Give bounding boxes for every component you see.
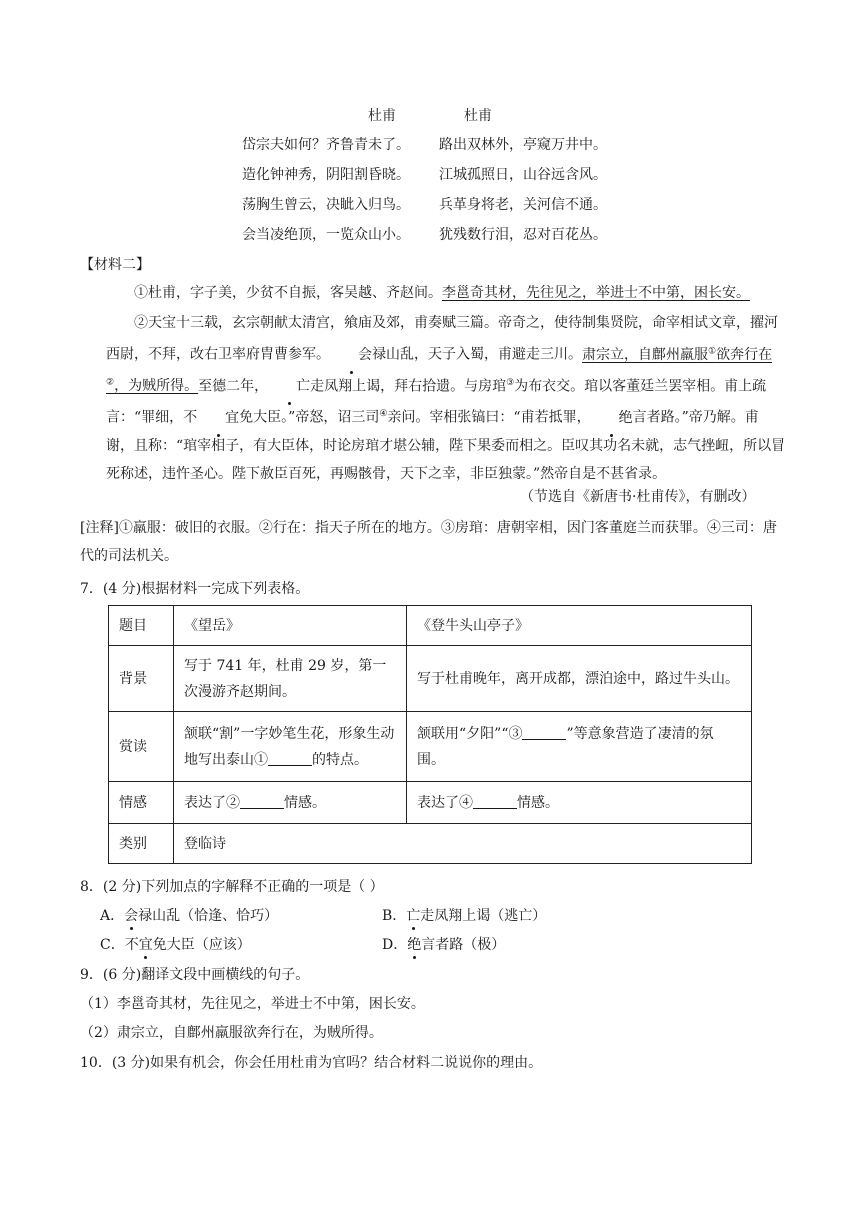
table-cell-background-b: 写于杜甫晚年，离开成都，漂泊途中，路过牛头山。: [407, 646, 752, 712]
table-header-poem-a: 《望岳》: [174, 606, 407, 646]
table-cell-appreciation-b: 颔联用“夕阳”“③ ”等意象营造了凄清的氛围。: [407, 712, 752, 782]
question-9-sentence-1: （1）李邕奇其材，先往见之，举进士不中第，困长安。: [80, 996, 425, 1012]
question-9-prompt: 9．(6 分)翻译文段中画横线的句子。: [80, 967, 310, 983]
answer-blank-1[interactable]: [268, 751, 312, 766]
option-a[interactable]: A．会禄山乱（恰逢、恰巧）: [100, 905, 278, 925]
material2-paragraph-2: [106, 309, 786, 488]
option-a-dotted-char: 会: [124, 905, 138, 925]
question-9-sentence-2: （2）肃宗立，自鄜州羸服欲奔行在，为贼所得。: [80, 1025, 383, 1041]
table-label-category: 类别: [109, 824, 174, 864]
answer-blank-3[interactable]: [522, 725, 566, 740]
question-10-prompt: 10．(3 分)如果有机会，你会任用杜甫为官吗？结合材料二说说你的理由。: [80, 1055, 543, 1071]
p2-text: 至德二年，: [198, 378, 269, 395]
table-header-poem-b: 《登牛头山亭子》: [407, 606, 752, 646]
poem-left-line: 岱宗夫如何？齐鲁青未了。: [242, 137, 410, 153]
option-b-dotted-char: 亡: [406, 905, 420, 925]
table-cell-emotion-a: 表达了② 情感。: [174, 782, 407, 824]
p2-text: ②天宝十三载，玄宗朝献太清宫，飨庙及郊，甫奏赋三篇。帝奇之，使待制集贤院，命宰相试文章，擢河西尉，不拜，改右卫率府胄曹参军。: [106, 315, 778, 363]
source-citation: （节选自《新唐书·杜甫传》，有删改）: [520, 489, 756, 505]
material2-paragraph-1: [106, 279, 786, 307]
option-b[interactable]: B．亡走凤翔上谒（逃亡）: [382, 905, 546, 925]
question-7-table: [108, 605, 752, 864]
table-cell-background-a: 写于 741 年，杜甫 29 岁，第一次漫游齐赵期间。: [174, 646, 407, 712]
question-7-prompt: 7．(4 分)根据材料一完成下列表格。: [80, 581, 310, 597]
poem-right-line: 江城孤照日，山谷远含风。: [439, 167, 607, 183]
question-8-prompt: 8．(2 分)下列加点的字解释不正确的一项是（ ）: [80, 879, 384, 895]
table-label-appreciation: 赏读: [109, 712, 174, 782]
answer-blank-4[interactable]: [473, 794, 517, 809]
material2-heading: 【材料二】: [80, 257, 150, 273]
option-c[interactable]: C．不宜免大臣（应该）: [100, 934, 251, 954]
table-label-background: 背景: [109, 646, 174, 712]
annotations: [注释]①羸服：破旧的衣服。②行在：指天子所在的地方。③房琯：唐朝宰相，因门客董庭兰而获罪。④三司：唐代的司法机关。: [80, 520, 777, 564]
poem-title-right: 杜甫: [464, 108, 492, 124]
dotted-char-wang: 亡: [268, 372, 310, 400]
note-ref-4: ④: [379, 409, 388, 420]
p2-text: 亲问。宰相张镐曰：“甫若抵罪，: [387, 409, 591, 426]
table-cell-appreciation-a: 颔联“割”一字妙笔生花，形象生动地写出泰山① 的特点。: [174, 712, 407, 782]
poem-left-line: 造化钟神秀，阴阳割昏晓。: [242, 167, 410, 183]
option-d[interactable]: D．绝言者路（极）: [382, 934, 505, 954]
poem-right-line: 兵革身将老，关河信不通。: [439, 197, 607, 213]
table-cell-category: 登临诗: [174, 824, 752, 864]
note-ref-1: ①: [708, 346, 717, 356]
p1-text: ①杜甫，字子美，少贫不自振，客吴越、齐赵间。: [134, 285, 442, 301]
poem-right-line: 路出双林外，亭窥万井中。: [439, 137, 607, 153]
p2-text: 言者路。”帝乃解。甫谢，且称：“琯宰相子，有大臣体，时论房琯才堪公辅，陛下果委而相之。臣叹其功名未就，志气挫衄，所以冒死称述，违忤圣心。陛下赦臣百死，再赐骸骨，天下之幸，非臣独蒙。”然帝自是不甚省录。: [106, 409, 786, 482]
note-ref-2: ②: [106, 377, 115, 388]
p2-text: 免大臣。”帝怒，诏三司: [239, 409, 380, 426]
option-d-dotted-char: 绝: [407, 934, 421, 954]
table-label-emotion: 情感: [109, 782, 174, 824]
p2-text: 禄山乱，天子入蜀，甫避走三川。: [372, 346, 582, 363]
table-label-title: 题目: [109, 606, 174, 646]
p2-text: 走凤翔上谒，拜右拾遗。与房琯: [310, 378, 507, 395]
answer-blank-2[interactable]: [240, 794, 284, 809]
table-cell-emotion-b: 表达了④ 情感。: [407, 782, 752, 824]
p2-text: 为布衣交。琯以客董廷兰罢宰相。甫上疏言：“罪细，不: [106, 378, 767, 426]
poem-left-line: 荡胸生曾云，决眦入归鸟。: [242, 197, 410, 213]
dotted-char-yi: 宜: [197, 404, 239, 432]
p1-underlined-sentence: 李邕奇其材，先往见之，举进士不中第，困长安。: [442, 285, 750, 301]
poem-title-left: 杜甫: [368, 108, 396, 124]
dotted-char-hui: 会: [330, 341, 372, 369]
dotted-char-jue: 绝: [591, 404, 633, 432]
note-ref-3: ③: [506, 377, 515, 388]
option-c-dotted-char: 宜: [139, 934, 153, 954]
poem-left-line: 会当凌绝顶，一览众山小。: [242, 227, 410, 243]
poem-right-line: 犹残数行泪，忍对百花丛。: [439, 227, 607, 243]
p2-underlined-sentence: 肃宗立，自鄜州羸服①欲奔行在②，为贼所得。: [106, 346, 773, 395]
